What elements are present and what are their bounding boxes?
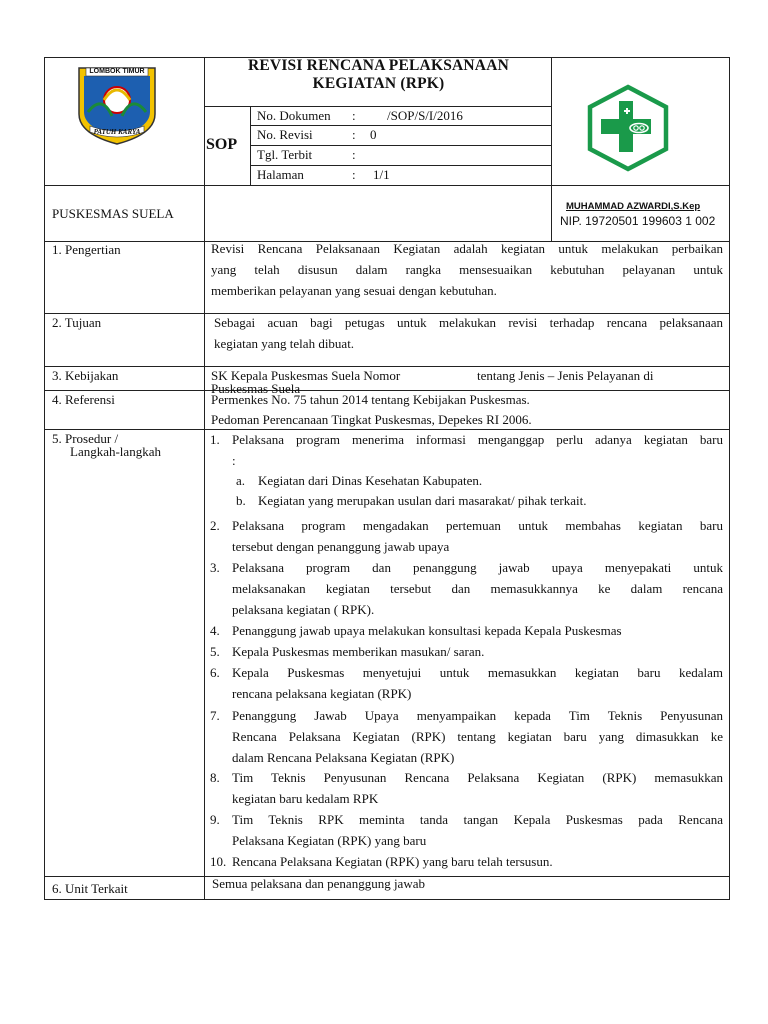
sop-label: SOP (206, 136, 238, 153)
referensi-line: Pedoman Perencanaan Tingkat Puskesmas, Depekes RI 2006. (211, 412, 532, 427)
step-number: 3. (210, 560, 220, 575)
text-line: kegiatan yang telah dibuat. (214, 336, 355, 351)
step-line: Tim Teknis Penyusunan Rencana Pelaksana Kegiatan (RPK) memasukkan (232, 770, 723, 785)
step-line: Kepala Puskesmas memberikan masukan/ saran. (232, 644, 485, 659)
step-number: 9. (210, 812, 220, 827)
section-label-prosedur-2: Langkah-langkah (70, 444, 161, 459)
lombok-timur-emblem (76, 64, 158, 146)
step-line: rencana pelaksana kegiatan (RPK) (232, 686, 412, 701)
step-line: Penanggung jawab upaya melakukan konsultasi kepada Kepala Puskesmas (232, 623, 622, 638)
signer-name: MUHAMMAD AZWARDI,S.Kep (566, 201, 701, 212)
signer-nip: NIP. 19720501 199603 1 002 (560, 214, 716, 228)
text-line: Revisi Rencana Pelaksanaan Kegiatan adalah kegiatan untuk melakukan perbaikan (211, 241, 723, 256)
step-line: Kepala Puskesmas menyetujui untuk memasukkan kegiatan baru kedalam (232, 665, 723, 680)
emblem-text-top: LOMBOK TIMUR (89, 68, 145, 75)
doc-field-label: Tgl. Terbit (257, 147, 313, 162)
step-number: 6. (210, 665, 220, 680)
step-line: Pelaksana Kegiatan (RPK) yang baru (232, 833, 427, 848)
section-label-prosedur: 5. Prosedur / (52, 431, 119, 446)
step-line: tersebut dengan penanggung jawab upaya (232, 539, 450, 554)
doc-field-sep: : (352, 147, 356, 162)
text-line: memberikan pelayanan yang sesuai dengan kebutuhan. (211, 283, 497, 298)
section-label-referensi: 4. Referensi (52, 392, 115, 407)
pengertian-text (211, 238, 723, 301)
puskesmas-logo (583, 84, 673, 172)
kebijakan-text-a: SK Kepala Puskesmas Suela Nomor (211, 368, 401, 383)
doc-field-label: No. Dokumen (257, 108, 331, 123)
step-line: Pelaksana program mengadakan pertemuan untuk membahas kegiatan baru (232, 518, 723, 533)
title-line-1: REVISI RENCANA PELAKSANAAN (248, 57, 509, 74)
step-line: pelaksana kegiatan ( RPK). (232, 602, 375, 617)
organization-name: PUSKESMAS SUELA (52, 206, 174, 221)
title-line-2: KEGIATAN (RPK) (312, 75, 445, 92)
emblem-text-bottom: PATUH KARYA (93, 128, 141, 136)
doc-field-value: 1/1 (373, 167, 390, 182)
text-line: Sebagai acuan bagi petugas untuk melakukan revisi terhadap rencana pelaksanaan (214, 315, 723, 330)
step-line: Tim Teknis RPK meminta tanda tangan Kepala Puskesmas pada Rencana (232, 812, 723, 827)
step-number: 1. (210, 432, 220, 447)
doc-field-label: No. Revisi (257, 127, 313, 142)
step-number: 7. (210, 708, 220, 723)
sub-item-text: Kegiatan dari Dinas Kesehatan Kabupaten. (258, 473, 483, 488)
kebijakan-text-c: Puskesmas Suela (211, 381, 301, 396)
step-line: melaksanakan kegiatan tersebut dan memasukkannya ke dalam rencana (232, 581, 723, 596)
doc-field-sep: : (352, 127, 356, 142)
doc-field-sep: : (352, 108, 356, 123)
section-label-unit-terkait: 6. Unit Terkait (52, 881, 128, 896)
doc-field-value: /SOP/S/I/2016 (387, 108, 463, 123)
step-line: Rencana Pelaksana Kegiatan (RPK) yang baru telah tersusun. (232, 854, 553, 869)
tujuan-text (214, 312, 723, 354)
referensi-line: Permenkes No. 75 tahun 2014 tentang Kebijakan Puskesmas. (211, 392, 530, 407)
document-title (206, 57, 551, 93)
sub-item-text: Kegiatan yang merupakan usulan dari masarakat/ pihak terkait. (258, 493, 587, 508)
section-label-tujuan: 2. Tujuan (52, 315, 102, 330)
step-line: Pelaksana program dan penanggung jawab upaya menyepakati untuk (232, 560, 723, 575)
doc-field-value: 0 (370, 127, 377, 142)
kebijakan-text-b: tentang Jenis – Jenis Pelayanan di (477, 368, 654, 383)
text-line: yang telah disusun dalam rangka mensesuaikan kebutuhan pelayanan untuk (211, 262, 723, 277)
step-number: 10. (210, 854, 227, 869)
section-label-pengertian: 1. Pengertian (52, 242, 121, 257)
sub-item-marker: b. (236, 493, 246, 508)
step-line: Pelaksana program menerima informasi menganggap perlu adanya kegiatan baru (232, 432, 723, 447)
section-label-kebijakan: 3. Kebijakan (52, 368, 119, 383)
step-line: Rencana Pelaksana Kegiatan (RPK) tentang kegiatan baru yang dimasukkan ke (232, 729, 723, 744)
step-line: Penanggung Jawab Upaya menyampaikan kepada Tim Teknis Penyusunan (232, 708, 723, 723)
step-number: 2. (210, 518, 220, 533)
step-line: dalam Rencana Pelaksana Kegiatan (RPK) (232, 750, 455, 765)
unit-terkait-text: Semua pelaksana dan penanggung jawab (212, 876, 425, 891)
step-line: kegiatan baru kedalam RPK (232, 791, 379, 806)
doc-field-sep: : (352, 167, 356, 182)
step-number: 5. (210, 644, 220, 659)
step-number: 8. (210, 770, 220, 785)
step-number: 4. (210, 623, 220, 638)
step-line: : (232, 453, 236, 468)
sub-item-marker: a. (236, 473, 246, 488)
doc-field-label: Halaman (257, 167, 304, 182)
